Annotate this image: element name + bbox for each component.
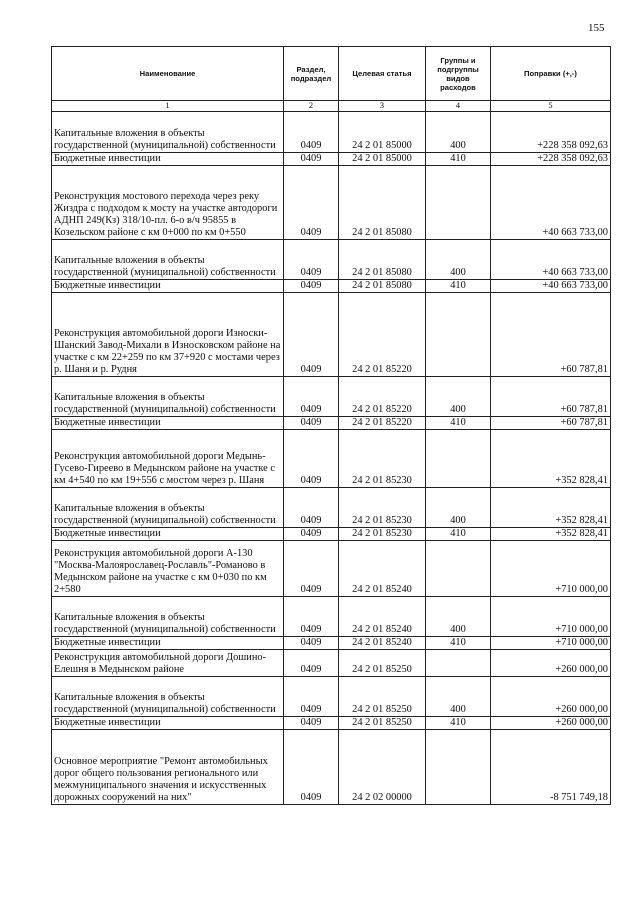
row-article: 24 2 01 85220 xyxy=(339,417,426,430)
row-name: Бюджетные инвестиции xyxy=(52,417,284,430)
row-article: 24 2 01 85080 xyxy=(339,166,426,240)
row-name: Капитальные вложения в объекты государственной (муниципальной) собственности xyxy=(52,112,284,153)
header-group: Группы и подгруппы видов расходов xyxy=(426,47,491,101)
table-row xyxy=(52,280,611,293)
row-amount: +260 000,00 xyxy=(491,677,611,717)
row-section: 0409 xyxy=(284,541,339,597)
row-name: Реконструкция автомобильной дороги Дошино-Елешня в Медынском районе xyxy=(52,650,284,677)
table-row xyxy=(52,166,611,240)
row-article: 24 2 01 85250 xyxy=(339,650,426,677)
row-name: Бюджетные инвестиции xyxy=(52,280,284,293)
row-amount: +60 787,81 xyxy=(491,377,611,417)
table-row xyxy=(52,293,611,377)
row-section: 0409 xyxy=(284,240,339,280)
row-name: Капитальные вложения в объекты государственной (муниципальной) собственности xyxy=(52,597,284,637)
row-article: 24 2 01 85220 xyxy=(339,377,426,417)
row-amount: +710 000,00 xyxy=(491,541,611,597)
row-amount: +40 663 733,00 xyxy=(491,280,611,293)
row-amount: -8 751 749,18 xyxy=(491,730,611,805)
row-group: 400 xyxy=(426,597,491,637)
row-section: 0409 xyxy=(284,417,339,430)
row-amount: +352 828,41 xyxy=(491,488,611,528)
table-row xyxy=(52,730,611,805)
row-group xyxy=(426,293,491,377)
header-name: Наименование xyxy=(52,47,284,101)
row-name: Бюджетные инвестиции xyxy=(52,637,284,650)
row-section: 0409 xyxy=(284,730,339,805)
row-section: 0409 xyxy=(284,528,339,541)
row-section: 0409 xyxy=(284,650,339,677)
row-article: 24 2 01 85000 xyxy=(339,153,426,166)
table-row xyxy=(52,677,611,717)
row-article: 24 2 01 85230 xyxy=(339,430,426,488)
row-section: 0409 xyxy=(284,488,339,528)
row-amount: +710 000,00 xyxy=(491,637,611,650)
row-amount: +352 828,41 xyxy=(491,528,611,541)
row-name: Капитальные вложения в объекты государственной (муниципальной) собственности xyxy=(52,488,284,528)
row-article: 24 2 01 85000 xyxy=(339,112,426,153)
row-amount: +260 000,00 xyxy=(491,717,611,730)
table-row xyxy=(52,541,611,597)
row-section: 0409 xyxy=(284,677,339,717)
row-amount: +228 358 092,63 xyxy=(491,153,611,166)
row-group xyxy=(426,541,491,597)
row-section: 0409 xyxy=(284,280,339,293)
budget-table xyxy=(51,46,611,805)
row-article: 24 2 02 00000 xyxy=(339,730,426,805)
table-row xyxy=(52,488,611,528)
row-group: 400 xyxy=(426,488,491,528)
row-name: Капитальные вложения в объекты государственной (муниципальной) собственности xyxy=(52,677,284,717)
row-article: 24 2 01 85220 xyxy=(339,293,426,377)
column-number: 5 xyxy=(491,101,611,112)
column-number: 4 xyxy=(426,101,491,112)
row-section: 0409 xyxy=(284,597,339,637)
row-amount: +60 787,81 xyxy=(491,417,611,430)
row-group xyxy=(426,730,491,805)
table-row xyxy=(52,650,611,677)
row-group xyxy=(426,430,491,488)
row-amount: +710 000,00 xyxy=(491,597,611,637)
row-group: 410 xyxy=(426,153,491,166)
table-row xyxy=(52,717,611,730)
column-number: 2 xyxy=(284,101,339,112)
column-number: 1 xyxy=(52,101,284,112)
row-amount: +40 663 733,00 xyxy=(491,166,611,240)
header-section: Раздел, подраздел xyxy=(284,47,339,101)
row-name: Капитальные вложения в объекты государственной (муниципальной) собственности xyxy=(52,240,284,280)
row-group: 410 xyxy=(426,717,491,730)
header-row xyxy=(52,47,611,101)
row-amount: +260 000,00 xyxy=(491,650,611,677)
row-name: Капитальные вложения в объекты государственной (муниципальной) собственности xyxy=(52,377,284,417)
column-number: 3 xyxy=(339,101,426,112)
row-group: 410 xyxy=(426,637,491,650)
row-name: Основное мероприятие "Ремонт автомобильных дорог общего пользования регионального или межмуниципального значения и искусственных дорожных сооружений на них" xyxy=(52,730,284,805)
row-section: 0409 xyxy=(284,153,339,166)
row-group: 410 xyxy=(426,280,491,293)
row-group xyxy=(426,166,491,240)
row-article: 24 2 01 85250 xyxy=(339,717,426,730)
row-name: Бюджетные инвестиции xyxy=(52,528,284,541)
row-article: 24 2 01 85080 xyxy=(339,240,426,280)
table-row xyxy=(52,377,611,417)
table-row xyxy=(52,112,611,153)
row-name: Бюджетные инвестиции xyxy=(52,717,284,730)
row-article: 24 2 01 85240 xyxy=(339,541,426,597)
row-article: 24 2 01 85230 xyxy=(339,488,426,528)
row-article: 24 2 01 85250 xyxy=(339,677,426,717)
row-name: Реконструкция автомобильной дороги Износки-Шанский Завод-Михали в Износковском районе на участке с км 22+259 по км 37+920 с мостами через р. Шаня и р. Рудня xyxy=(52,293,284,377)
column-number-row xyxy=(52,101,611,112)
row-name: Реконструкция автомобильной дороги Медынь-Гусево-Гиреево в Медынском районе на участке с км 4+540 по км 19+556 с мостом через р. Шаня xyxy=(52,430,284,488)
row-group xyxy=(426,650,491,677)
row-article: 24 2 01 85230 xyxy=(339,528,426,541)
row-amount: +40 663 733,00 xyxy=(491,240,611,280)
table-row xyxy=(52,153,611,166)
row-section: 0409 xyxy=(284,166,339,240)
header-amount: Поправки (+,-) xyxy=(491,47,611,101)
table-body xyxy=(52,112,611,805)
row-article: 24 2 01 85240 xyxy=(339,597,426,637)
row-group: 400 xyxy=(426,377,491,417)
row-group: 400 xyxy=(426,677,491,717)
row-group: 410 xyxy=(426,528,491,541)
table-row xyxy=(52,637,611,650)
row-section: 0409 xyxy=(284,430,339,488)
table-row xyxy=(52,528,611,541)
table-row xyxy=(52,417,611,430)
page-number: 155 xyxy=(588,22,605,34)
row-amount: +228 358 092,63 xyxy=(491,112,611,153)
row-section: 0409 xyxy=(284,717,339,730)
table-row xyxy=(52,240,611,280)
row-section: 0409 xyxy=(284,293,339,377)
row-section: 0409 xyxy=(284,637,339,650)
table-row xyxy=(52,597,611,637)
row-section: 0409 xyxy=(284,377,339,417)
row-article: 24 2 01 85080 xyxy=(339,280,426,293)
row-group: 400 xyxy=(426,112,491,153)
row-group: 410 xyxy=(426,417,491,430)
header-article: Целевая статья xyxy=(339,47,426,101)
row-article: 24 2 01 85240 xyxy=(339,637,426,650)
row-name: Реконструкция мостового перехода через реку Жиздра с подходом к мосту на участке автодороги АДНП 249(Кз) 318/10-пл. 6-о в/ч 95855 в Козельском районе с км 0+000 по км 0+550 xyxy=(52,166,284,240)
row-name: Бюджетные инвестиции xyxy=(52,153,284,166)
row-amount: +60 787,81 xyxy=(491,293,611,377)
row-section: 0409 xyxy=(284,112,339,153)
table-row xyxy=(52,430,611,488)
row-group: 400 xyxy=(426,240,491,280)
row-amount: +352 828,41 xyxy=(491,430,611,488)
row-name: Реконструкция автомобильной дороги А-130 "Москва-Малоярославец-Рославль"-Романово в Медынском районе на участке с км 0+030 по км 2+580 xyxy=(52,541,284,597)
